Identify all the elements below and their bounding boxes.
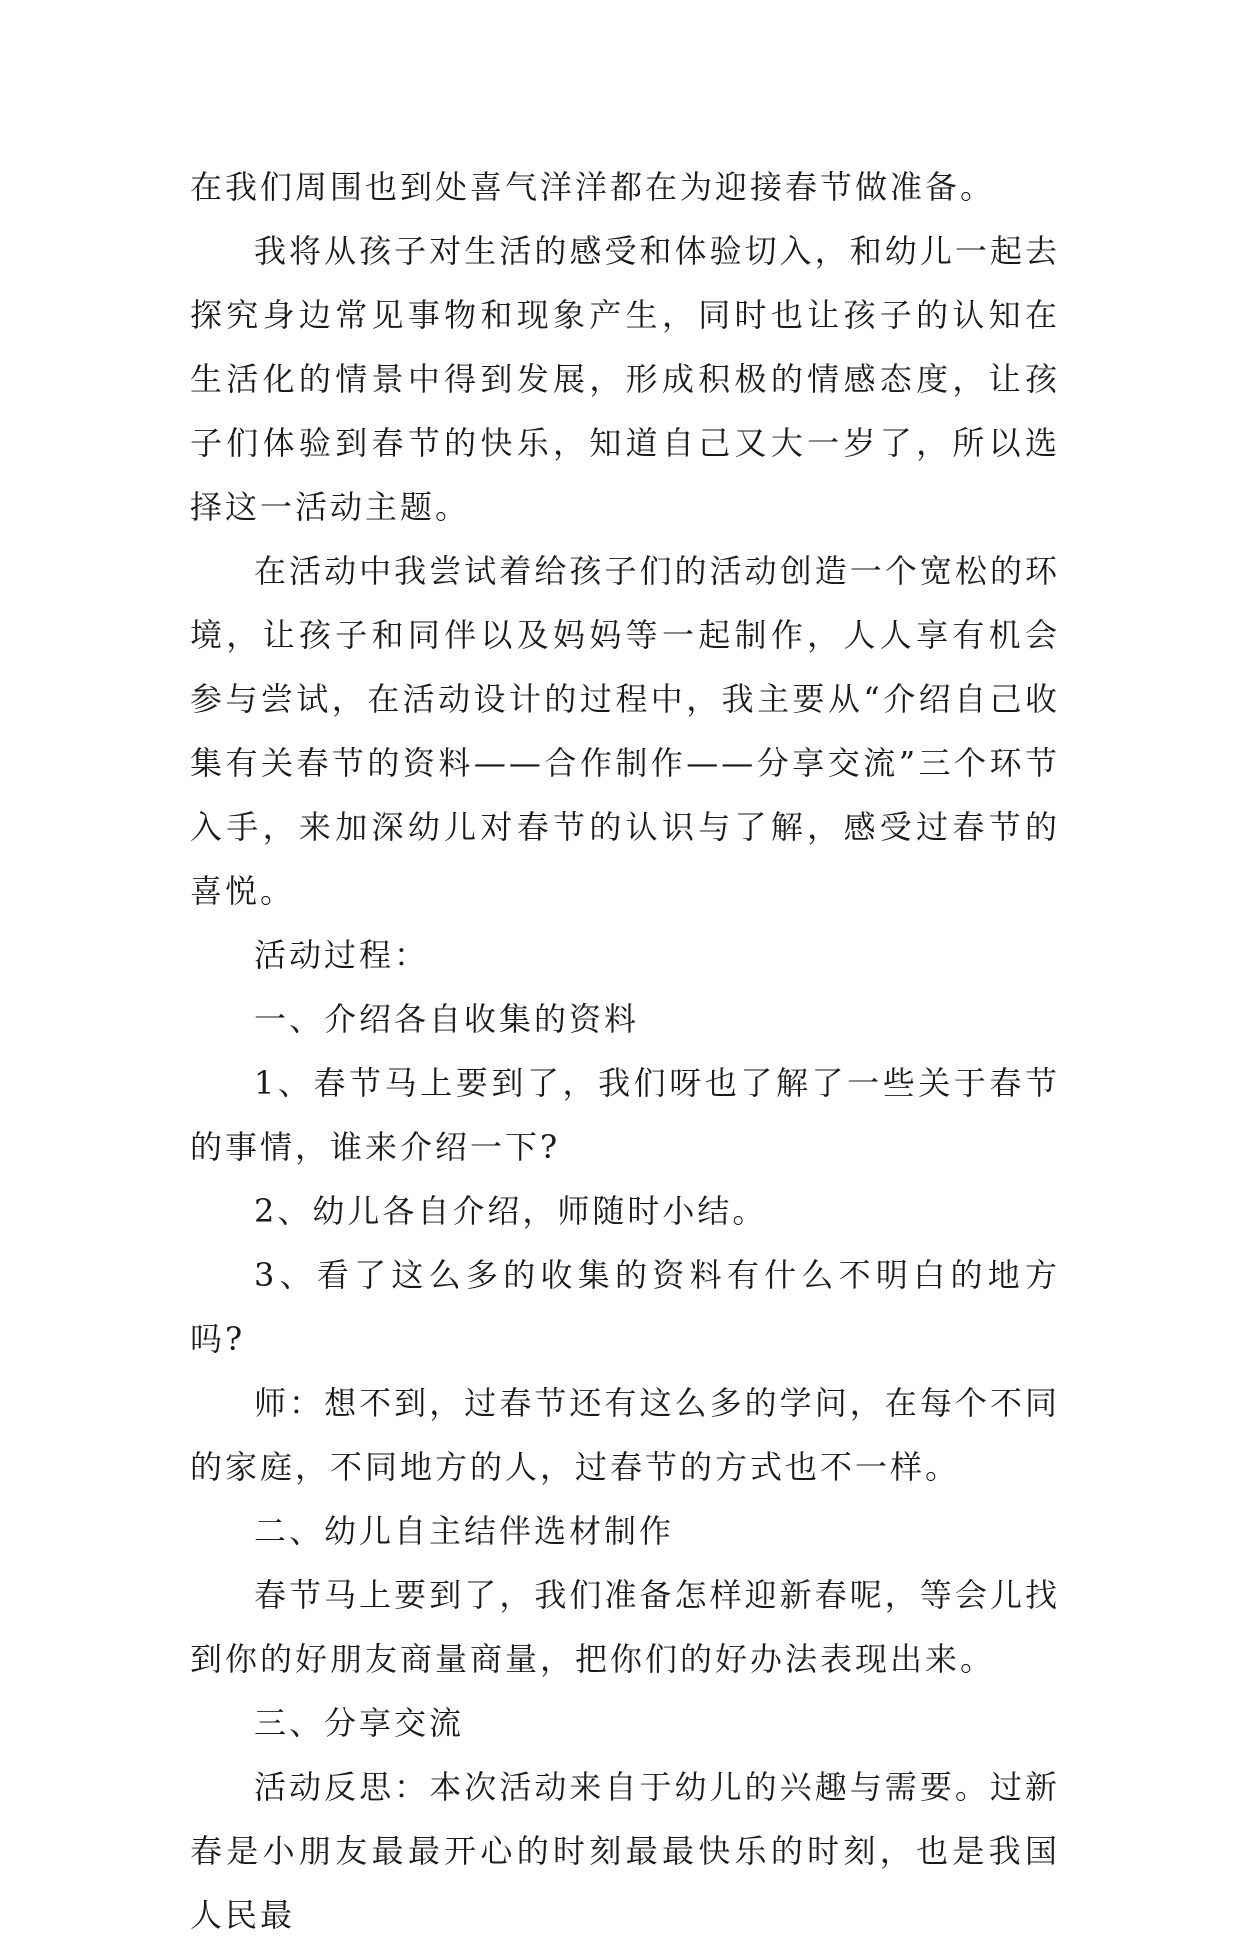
section-heading-step-one: 一、介绍各自收集的资料 bbox=[254, 1000, 640, 1038]
list-item-step-3: 3、看了这么多的收集的资料有什么不明白的地方吗? bbox=[190, 1256, 1060, 1358]
paragraph-reflection: 活动反思：本次活动来自于幼儿的兴趣与需要。过新春是小朋友最最开心的时刻最最快乐的时刻，也是我国人民最 bbox=[190, 1768, 1060, 1934]
list-item-step-2: 2、幼儿各自介绍，师随时小结。 bbox=[254, 1192, 768, 1230]
section-heading-activity-process: 活动过程： bbox=[254, 936, 430, 974]
list-item-step-1: 1、春节马上要到了，我们呀也了解了一些关于春节的事情，谁来介绍一下? bbox=[190, 1064, 1060, 1166]
paragraph-activity-rationale: 我将从孩子对生活的感受和体验切入，和幼儿一起去探究身边常见事物和现象产生，同时也让孩子的认知在生活化的情景中得到发展，形成积极的情感态度，让孩子们体验到春节的快乐，知道自己又大一岁了，所以选择这一活动主题。 bbox=[190, 232, 1060, 526]
paragraph-activity-design: 在活动中我尝试着给孩子们的活动创造一个宽松的环境，让孩子和同伴以及妈妈等一起制作，人人享有机会参与尝试，在活动设计的过程中，我主要从“介绍自己收集有关春节的资料——合作制作——分享交流”三个环节入手，来加深幼儿对春节的认识与了解，感受过春节的喜悦。 bbox=[190, 552, 1060, 910]
paragraph-teacher-remark: 师：想不到，过春节还有这么多的学问，在每个不同的家庭，不同地方的人，过春节的方式也不一样。 bbox=[190, 1384, 1060, 1486]
section-heading-step-three: 三、分享交流 bbox=[254, 1704, 465, 1742]
paragraph-continued: 在我们周围也到处喜气洋洋都在为迎接春节做准备。 bbox=[190, 168, 996, 206]
section-heading-step-two: 二、幼儿自主结伴选材制作 bbox=[254, 1512, 675, 1550]
paragraph-step-two-content: 春节马上要到了，我们准备怎样迎新春呢，等会儿找到你的好朋友商量商量，把你们的好办法表现出来。 bbox=[190, 1576, 1060, 1678]
document-body bbox=[190, 155, 1060, 1947]
